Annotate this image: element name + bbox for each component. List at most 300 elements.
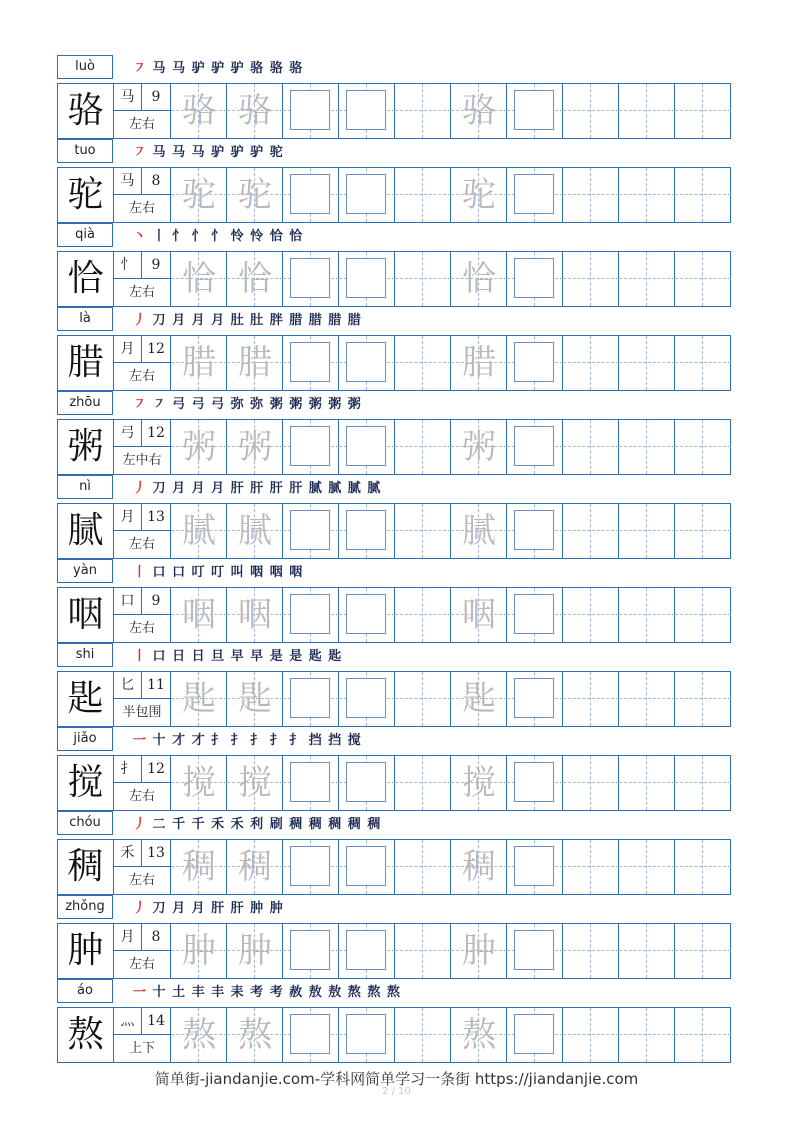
practice-cell[interactable] xyxy=(675,588,731,642)
character-info xyxy=(114,420,171,474)
practice-cell[interactable] xyxy=(563,924,619,978)
writing-grid xyxy=(57,503,731,559)
guide-line xyxy=(646,840,647,894)
writing-box[interactable] xyxy=(514,1014,554,1054)
writing-box[interactable] xyxy=(514,594,554,634)
practice-cell[interactable] xyxy=(395,672,451,726)
stroke-count: 12 xyxy=(142,336,170,363)
practice-cell[interactable] xyxy=(675,756,731,810)
guide-line xyxy=(646,504,647,558)
structure: 左右 xyxy=(128,117,155,132)
practice-cell[interactable] xyxy=(507,1008,563,1062)
practice-cell[interactable] xyxy=(675,168,731,222)
guide-line xyxy=(619,278,675,279)
stroke-count: 9 xyxy=(142,84,170,111)
writing-box[interactable] xyxy=(346,594,386,634)
structure: 半包围 xyxy=(122,705,162,720)
practice-cell[interactable] xyxy=(395,1008,451,1062)
practice-cell[interactable] xyxy=(227,252,283,306)
writing-grid xyxy=(57,167,731,223)
stroke-order xyxy=(133,59,303,79)
guide-line xyxy=(675,866,731,867)
trace-character: 搅 xyxy=(182,763,216,803)
writing-box[interactable] xyxy=(514,510,554,550)
practice-cell[interactable] xyxy=(619,420,675,474)
guide-line xyxy=(675,110,731,111)
guide-line xyxy=(422,756,423,810)
trace-character: 恰 xyxy=(462,259,496,299)
writing-box[interactable] xyxy=(514,426,554,466)
stroke-sequence: 口 口 叮 叮 叫 咽 咽 咽 xyxy=(147,565,304,580)
practice-cell[interactable] xyxy=(227,588,283,642)
pinyin-band xyxy=(57,727,731,754)
trace-character: 稠 xyxy=(182,847,216,887)
practice-cell[interactable] xyxy=(171,84,227,138)
practice-cell[interactable] xyxy=(339,504,395,558)
practice-cell[interactable] xyxy=(171,672,227,726)
model-character: 恰 xyxy=(58,252,114,306)
character-row xyxy=(57,307,731,391)
practice-cell[interactable] xyxy=(339,252,395,306)
character-info xyxy=(114,840,171,894)
writing-grid xyxy=(57,251,731,307)
guide-line xyxy=(646,420,647,474)
writing-box[interactable] xyxy=(290,174,330,214)
practice-cell[interactable] xyxy=(395,504,451,558)
guide-line xyxy=(646,168,647,222)
guide-line xyxy=(619,866,675,867)
practice-cell[interactable] xyxy=(563,840,619,894)
practice-cell[interactable] xyxy=(339,672,395,726)
practice-cell[interactable] xyxy=(283,504,339,558)
writing-grid xyxy=(57,587,731,643)
practice-cell[interactable] xyxy=(619,504,675,558)
practice-cell[interactable] xyxy=(227,504,283,558)
practice-cell[interactable] xyxy=(451,924,507,978)
practice-cell[interactable] xyxy=(283,840,339,894)
structure: 左右 xyxy=(128,789,155,804)
writing-box[interactable] xyxy=(290,258,330,298)
stroke-sequence: 刀 月 月 月 肝 肝 肝 肝 腻 腻 腻 腻 xyxy=(147,481,382,496)
stroke-sequence: 刀 月 月 月 肚 肚 胖 腊 腊 腊 腊 xyxy=(147,313,362,328)
structure: 左右 xyxy=(128,621,155,636)
practice-cell[interactable] xyxy=(507,924,563,978)
trace-character: 稠 xyxy=(238,847,272,887)
trace-character: 咽 xyxy=(462,595,496,635)
stroke-order xyxy=(133,815,381,835)
guide-line xyxy=(646,756,647,810)
practice-cell[interactable] xyxy=(395,840,451,894)
practice-cell[interactable] xyxy=(619,756,675,810)
practice-cell[interactable] xyxy=(451,168,507,222)
practice-cell[interactable] xyxy=(451,672,507,726)
practice-cell[interactable] xyxy=(339,840,395,894)
practice-cell[interactable] xyxy=(563,756,619,810)
character-info xyxy=(114,924,171,978)
stroke-sequence: ㇇ 弓 弓 弓 弥 弥 粥 粥 粥 粥 粥 xyxy=(147,397,362,412)
practice-cell[interactable] xyxy=(395,84,451,138)
character-row xyxy=(57,475,731,559)
guide-line xyxy=(563,362,619,363)
practice-cell[interactable] xyxy=(563,84,619,138)
structure: 左右 xyxy=(128,873,155,888)
practice-cell[interactable] xyxy=(451,252,507,306)
practice-cell[interactable] xyxy=(507,672,563,726)
pinyin: luò xyxy=(57,55,113,79)
practice-cell[interactable] xyxy=(283,924,339,978)
practice-cell[interactable] xyxy=(563,504,619,558)
guide-line xyxy=(702,756,703,810)
guide-line xyxy=(702,924,703,978)
practice-cell[interactable] xyxy=(675,840,731,894)
practice-cell[interactable] xyxy=(507,336,563,390)
character-info xyxy=(114,504,171,558)
practice-cell[interactable] xyxy=(563,336,619,390)
guide-line xyxy=(675,446,731,447)
practice-cell[interactable] xyxy=(171,504,227,558)
trace-character: 骆 xyxy=(238,91,272,131)
guide-line xyxy=(702,840,703,894)
practice-cell[interactable] xyxy=(395,420,451,474)
practice-cell[interactable] xyxy=(675,420,731,474)
pinyin-band xyxy=(57,643,731,670)
practice-cell[interactable] xyxy=(227,756,283,810)
practice-cell[interactable] xyxy=(171,840,227,894)
guide-line xyxy=(702,252,703,306)
guide-line xyxy=(646,84,647,138)
practice-cell[interactable] xyxy=(171,420,227,474)
guide-line xyxy=(675,698,731,699)
practice-cell[interactable] xyxy=(619,84,675,138)
practice-cell[interactable] xyxy=(675,504,731,558)
pinyin: shi xyxy=(57,643,113,667)
character-info xyxy=(114,336,171,390)
guide-line xyxy=(395,446,451,447)
writing-box[interactable] xyxy=(290,510,330,550)
practice-cell[interactable] xyxy=(171,588,227,642)
guide-line xyxy=(422,588,423,642)
guide-line xyxy=(646,924,647,978)
practice-cell[interactable] xyxy=(395,336,451,390)
practice-cell[interactable] xyxy=(339,84,395,138)
writing-box[interactable] xyxy=(290,846,330,886)
guide-line xyxy=(422,168,423,222)
practice-cell[interactable] xyxy=(395,756,451,810)
guide-line xyxy=(563,950,619,951)
practice-cell[interactable] xyxy=(563,588,619,642)
practice-cell[interactable] xyxy=(563,672,619,726)
stroke-count: 14 xyxy=(142,1008,170,1035)
guide-line xyxy=(563,866,619,867)
stroke-order xyxy=(133,647,342,667)
guide-line xyxy=(675,1034,731,1035)
writing-box[interactable] xyxy=(346,426,386,466)
practice-cell[interactable] xyxy=(619,924,675,978)
practice-cell[interactable] xyxy=(563,420,619,474)
practice-cell[interactable] xyxy=(619,840,675,894)
structure: 左右 xyxy=(128,369,155,384)
practice-cell[interactable] xyxy=(563,252,619,306)
practice-cell[interactable] xyxy=(507,168,563,222)
guide-line xyxy=(395,194,451,195)
pinyin: là xyxy=(57,307,113,331)
practice-cell[interactable] xyxy=(451,504,507,558)
writing-box[interactable] xyxy=(514,258,554,298)
guide-line xyxy=(422,504,423,558)
guide-line xyxy=(702,84,703,138)
character-row xyxy=(57,139,731,223)
practice-cell[interactable] xyxy=(171,252,227,306)
practice-cell[interactable] xyxy=(675,252,731,306)
guide-line xyxy=(590,504,591,558)
guide-line xyxy=(563,614,619,615)
stroke-count: 9 xyxy=(142,588,170,615)
stroke-count: 13 xyxy=(142,504,170,531)
practice-cell[interactable] xyxy=(507,252,563,306)
practice-cell[interactable] xyxy=(339,168,395,222)
guide-line xyxy=(422,336,423,390)
practice-cell[interactable] xyxy=(227,168,283,222)
stroke-sequence: 十 土 丰 丰 耒 考 考 赦 敖 敖 熬 熬 熬 xyxy=(147,985,401,1000)
pinyin-band xyxy=(57,895,731,922)
pinyin: nì xyxy=(57,475,113,499)
trace-character: 恰 xyxy=(182,259,216,299)
practice-cell[interactable] xyxy=(283,588,339,642)
practice-cell[interactable] xyxy=(339,336,395,390)
practice-cell[interactable] xyxy=(507,84,563,138)
practice-cell[interactable] xyxy=(451,756,507,810)
radical: 马 xyxy=(114,84,142,111)
practice-cell[interactable] xyxy=(675,672,731,726)
radical: 扌 xyxy=(114,756,142,783)
radical: 月 xyxy=(114,924,142,951)
practice-cell[interactable] xyxy=(283,252,339,306)
practice-cell[interactable] xyxy=(395,168,451,222)
guide-line xyxy=(619,446,675,447)
pinyin: tuo xyxy=(57,139,113,163)
trace-character: 粥 xyxy=(238,427,272,467)
writing-box[interactable] xyxy=(514,342,554,382)
character-row xyxy=(57,55,731,139)
pinyin-band xyxy=(57,223,731,250)
writing-box[interactable] xyxy=(290,594,330,634)
stroke-order xyxy=(133,983,401,1003)
first-stroke: 丨 xyxy=(133,565,148,580)
trace-character: 搅 xyxy=(238,763,272,803)
writing-box[interactable] xyxy=(346,846,386,886)
practice-cell[interactable] xyxy=(451,840,507,894)
model-character: 搅 xyxy=(58,756,114,810)
stroke-sequence: 刀 月 月 肝 肝 肿 肿 xyxy=(147,901,284,916)
practice-cell[interactable] xyxy=(619,1008,675,1062)
radical: 忄 xyxy=(114,252,142,279)
character-info xyxy=(114,84,171,138)
practice-cell[interactable] xyxy=(283,336,339,390)
stroke-sequence: 十 才 才 扌 扌 扌 扌 扌 挡 挡 搅 xyxy=(147,733,362,748)
writing-box[interactable] xyxy=(346,930,386,970)
model-character: 粥 xyxy=(58,420,114,474)
practice-cell[interactable] xyxy=(171,1008,227,1062)
guide-line xyxy=(675,362,731,363)
writing-box[interactable] xyxy=(346,762,386,802)
character-row xyxy=(57,391,731,475)
writing-box[interactable] xyxy=(514,90,554,130)
writing-box[interactable] xyxy=(346,678,386,718)
practice-cell[interactable] xyxy=(619,168,675,222)
practice-cell[interactable] xyxy=(339,756,395,810)
practice-cell[interactable] xyxy=(619,252,675,306)
practice-cell[interactable] xyxy=(171,336,227,390)
trace-character: 肿 xyxy=(462,931,496,971)
practice-cell[interactable] xyxy=(171,168,227,222)
first-stroke: ㇇ xyxy=(133,397,148,412)
writing-box[interactable] xyxy=(290,1014,330,1054)
guide-line xyxy=(563,530,619,531)
practice-cell[interactable] xyxy=(451,1008,507,1062)
practice-cell[interactable] xyxy=(283,672,339,726)
model-character: 肿 xyxy=(58,924,114,978)
practice-cell[interactable] xyxy=(171,756,227,810)
practice-cell[interactable] xyxy=(507,588,563,642)
guide-line xyxy=(590,1008,591,1062)
writing-box[interactable] xyxy=(290,678,330,718)
pinyin-band xyxy=(57,979,731,1006)
character-row xyxy=(57,223,731,307)
guide-line xyxy=(422,924,423,978)
practice-cell[interactable] xyxy=(283,168,339,222)
practice-cell[interactable] xyxy=(283,84,339,138)
practice-cell[interactable] xyxy=(675,84,731,138)
practice-cell[interactable] xyxy=(675,336,731,390)
structure: 左右 xyxy=(128,537,155,552)
practice-cell[interactable] xyxy=(507,504,563,558)
practice-cell[interactable] xyxy=(675,924,731,978)
writing-box[interactable] xyxy=(346,510,386,550)
guide-line xyxy=(646,336,647,390)
guide-line xyxy=(395,950,451,951)
practice-cell[interactable] xyxy=(507,420,563,474)
trace-character: 腻 xyxy=(238,511,272,551)
practice-cell[interactable] xyxy=(675,1008,731,1062)
guide-line xyxy=(563,1034,619,1035)
writing-box[interactable] xyxy=(290,762,330,802)
writing-box[interactable] xyxy=(290,342,330,382)
guide-line xyxy=(590,672,591,726)
practice-cell[interactable] xyxy=(619,672,675,726)
practice-cell[interactable] xyxy=(283,1008,339,1062)
practice-cell[interactable] xyxy=(339,924,395,978)
practice-cell[interactable] xyxy=(339,1008,395,1062)
practice-cell[interactable] xyxy=(227,840,283,894)
practice-cell[interactable] xyxy=(451,336,507,390)
writing-box[interactable] xyxy=(514,174,554,214)
pinyin-band xyxy=(57,475,731,502)
first-stroke: 丨 xyxy=(133,649,148,664)
stroke-count: 9 xyxy=(142,252,170,279)
practice-cell[interactable] xyxy=(563,1008,619,1062)
writing-box[interactable] xyxy=(346,258,386,298)
pinyin: yàn xyxy=(57,559,113,583)
writing-box[interactable] xyxy=(514,762,554,802)
writing-box[interactable] xyxy=(346,90,386,130)
practice-cell[interactable] xyxy=(451,420,507,474)
practice-cell[interactable] xyxy=(507,756,563,810)
writing-box[interactable] xyxy=(290,930,330,970)
trace-character: 肿 xyxy=(182,931,216,971)
practice-cell[interactable] xyxy=(227,84,283,138)
practice-cell[interactable] xyxy=(451,84,507,138)
trace-character: 腊 xyxy=(238,343,272,383)
structure: 左中右 xyxy=(122,453,162,468)
trace-character: 咽 xyxy=(182,595,216,635)
practice-cell[interactable] xyxy=(339,588,395,642)
writing-box[interactable] xyxy=(514,846,554,886)
writing-box[interactable] xyxy=(514,930,554,970)
writing-box[interactable] xyxy=(290,426,330,466)
guide-line xyxy=(422,252,423,306)
practice-cell[interactable] xyxy=(395,924,451,978)
guide-line xyxy=(563,782,619,783)
first-stroke: 丿 xyxy=(133,481,148,496)
practice-cell[interactable] xyxy=(171,924,227,978)
guide-line xyxy=(590,336,591,390)
stroke-sequence: 马 马 驴 驴 驴 骆 骆 骆 xyxy=(147,61,304,76)
practice-cell[interactable] xyxy=(227,924,283,978)
practice-cell[interactable] xyxy=(227,1008,283,1062)
writing-box[interactable] xyxy=(346,174,386,214)
guide-line xyxy=(590,924,591,978)
stroke-count: 12 xyxy=(142,420,170,447)
practice-cell[interactable] xyxy=(563,168,619,222)
practice-cell[interactable] xyxy=(395,252,451,306)
practice-cell[interactable] xyxy=(283,420,339,474)
practice-cell[interactable] xyxy=(619,336,675,390)
practice-cell[interactable] xyxy=(507,840,563,894)
practice-cell[interactable] xyxy=(619,588,675,642)
writing-box[interactable] xyxy=(346,342,386,382)
guide-line xyxy=(702,672,703,726)
character-info xyxy=(114,672,171,726)
first-stroke: 丿 xyxy=(133,901,148,916)
radical: 灬 xyxy=(114,1008,142,1035)
practice-cell[interactable] xyxy=(227,672,283,726)
trace-character: 驼 xyxy=(238,175,272,215)
practice-cell[interactable] xyxy=(283,756,339,810)
practice-cell[interactable] xyxy=(227,336,283,390)
writing-box[interactable] xyxy=(346,1014,386,1054)
writing-grid xyxy=(57,839,731,895)
writing-box[interactable] xyxy=(514,678,554,718)
trace-character: 咽 xyxy=(238,595,272,635)
trace-character: 肿 xyxy=(238,931,272,971)
guide-line xyxy=(395,110,451,111)
guide-line xyxy=(675,278,731,279)
character-row xyxy=(57,811,731,895)
practice-cell[interactable] xyxy=(451,588,507,642)
stroke-count: 8 xyxy=(142,168,170,195)
practice-cell[interactable] xyxy=(227,420,283,474)
trace-character: 粥 xyxy=(462,427,496,467)
practice-cell[interactable] xyxy=(339,420,395,474)
guide-line xyxy=(646,588,647,642)
trace-character: 熬 xyxy=(182,1015,216,1055)
first-stroke: ㇇ xyxy=(133,61,148,76)
guide-line xyxy=(675,950,731,951)
practice-cell[interactable] xyxy=(395,588,451,642)
guide-line xyxy=(590,840,591,894)
guide-line xyxy=(619,362,675,363)
writing-box[interactable] xyxy=(290,90,330,130)
